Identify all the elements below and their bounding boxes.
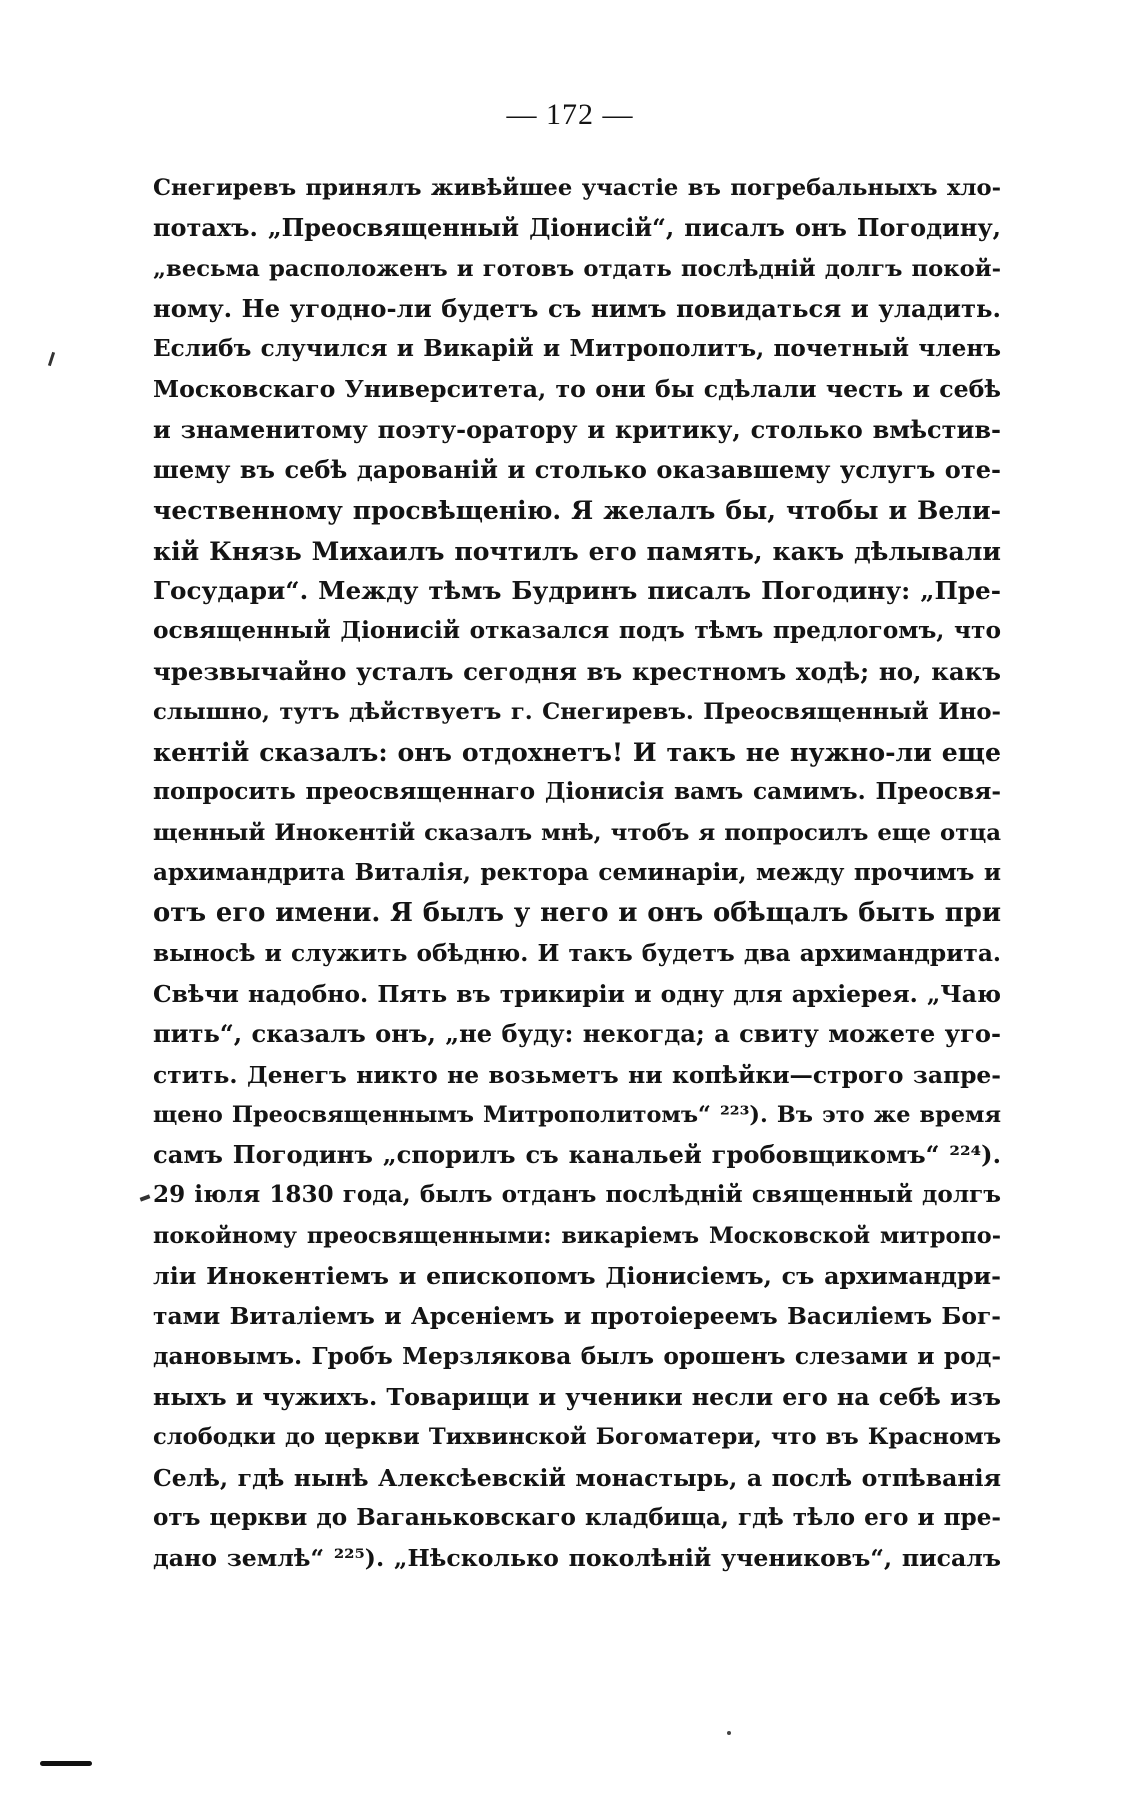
text-line: Еслибъ случился и Викарій и Митрополитъ, почетный членъ (153, 335, 1001, 363)
text-line: „весьма расположенъ и готовъ отдать послѣдній долгъ покой- (153, 255, 1001, 282)
text-line: слободки до церкви Тихвинской Богоматери, что въ Красномъ (153, 1424, 1001, 1451)
text-line: Снегиревъ принялъ живѣйшее участіе въ погребальныхъ хло- (153, 175, 1001, 201)
margin-tick-mark (140, 1194, 151, 1201)
text-line: пить“, сказалъ онъ, „не буду: некогда; а свиту можете уго- (153, 1019, 1001, 1049)
page-number: — 172 — (506, 98, 634, 131)
text-line: Московскаго Университета, то они бы сдѣлали честь и себѣ (153, 375, 1001, 404)
text-line: выносѣ и служить обѣдню. И такъ будетъ два архимандрита. (153, 939, 1001, 967)
text-line: ліи Инокентіемъ и епископомъ Діонисіемъ, съ архимандри- (153, 1262, 1001, 1291)
text-line: щенный Инокентій сказалъ мнѣ, чтобъ я попросилъ еще отца (153, 819, 1001, 846)
text-line: и знаменитому поэту-оратору и критику, столько вмѣстив- (153, 414, 1001, 444)
text-line: ному. Не угодно-ли будетъ съ нимъ повидаться и уладить. (153, 293, 1001, 323)
text-line: ныхъ и чужихъ. Товарищи и ученики несли его на себѣ изъ (153, 1382, 1001, 1411)
text-line: 29 іюля 1830 года, былъ отданъ послѣдній священный долгъ (153, 1181, 1001, 1209)
margin-tick-mark (48, 352, 55, 366)
text-line: кій Князь Михаилъ почтилъ его память, какъ дѣлывали (153, 535, 1001, 566)
text-line: покойному преосвященными: викаріемъ Московской митропо- (153, 1222, 1001, 1249)
text-line: Селѣ, гдѣ нынѣ Алексѣевскій монастырь, а послѣ отпѣванія (153, 1463, 1001, 1492)
body-text (153, 168, 1001, 1578)
text-line: Свѣчи надобно. Пять въ трикиріи и одну для архіерея. „Чаю (153, 979, 1001, 1008)
corner-dash-mark (40, 1761, 92, 1766)
text-line: чрезвычайно усталъ сегодня въ крестномъ ходѣ; но, какъ (153, 656, 1001, 686)
text-line: чественному просвѣщенію. Я желалъ бы, чтобы и Вели- (153, 495, 1001, 526)
text-line: освященный Діонисій отказался подъ тѣмъ предлогомъ, что (153, 617, 1001, 645)
text-line: шему въ себѣ дарованій и столько оказавшему услугъ оте- (153, 455, 1001, 485)
text-line: отъ его имени. Я былъ у него и онъ обѣщалъ быть при (153, 898, 1001, 929)
text-line: стить. Денегъ никто не возьметъ ни копѣйки—строго запре- (153, 1060, 1001, 1089)
text-line: архимандрита Виталія, ректора семинаріи, между прочимъ и (153, 859, 1001, 887)
text-line: слышно, тутъ дѣйствуетъ г. Снегиревъ. Преосвященный Ино- (153, 698, 1001, 725)
text-line: Государи“. Между тѣмъ Будринъ писалъ Погодину: „Пре- (153, 575, 1001, 605)
ink-speck (727, 1731, 731, 1735)
text-line: дано землѣ“ ²²⁵). „Нѣсколько поколѣній учениковъ“, писалъ (153, 1544, 1001, 1573)
text-line: тами Виталіемъ и Арсеніемъ и протоіереемъ Василіемъ Бог- (153, 1302, 1001, 1331)
text-line: самъ Погодинъ „спорилъ съ канальей гробовщикомъ“ ²²⁴). (153, 1140, 1001, 1170)
text-line: попросить преосвященнаго Діонисія вамъ самимъ. Преосвя- (153, 778, 1001, 806)
text-line: дановымъ. Гробъ Мерзлякова былъ орошенъ слезами и род- (153, 1342, 1001, 1370)
text-line: потахъ. „Преосвященный Діонисій“, писалъ онъ Погодину, (153, 214, 1001, 243)
text-line: щено Преосвященнымъ Митрополитомъ“ ²²³). Въ это же время (153, 1101, 1001, 1128)
text-line: отъ церкви до Ваганьковскаго кладбища, гдѣ тѣло его и пре- (153, 1503, 1001, 1531)
text-line: кентій сказалъ: онъ отдохнетъ! И такъ не нужно-ли еще (153, 737, 1001, 768)
